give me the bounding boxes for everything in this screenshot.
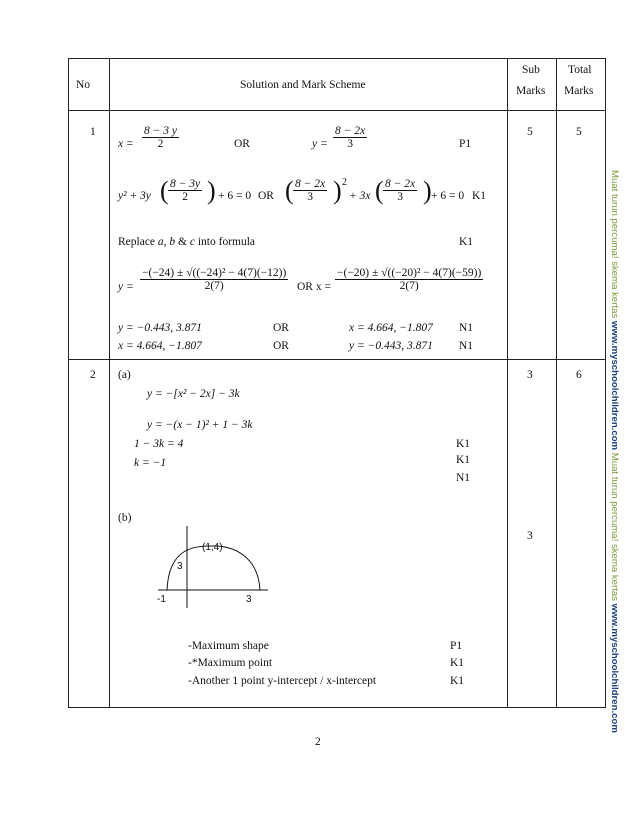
q1-l1-num: 8 − 3 y xyxy=(144,125,177,137)
q1-l2-rmid: + 3x xyxy=(349,190,371,202)
q1-l2-rfrac1 xyxy=(293,178,327,203)
q2-criterion-2-mark: K1 xyxy=(450,657,465,669)
q1-total-marks: 5 xyxy=(576,126,582,138)
q1-l2-rden2: 3 xyxy=(397,191,403,203)
watermark-green-1: Muat turun percuma! skema kertas xyxy=(609,170,620,319)
q1-l6-or: OR xyxy=(273,340,289,352)
q1-l2-paren-close: ) xyxy=(207,176,216,205)
q1-l1-frac xyxy=(142,125,179,150)
q1-l2-rparen1c: ) xyxy=(333,176,342,205)
q2-criterion-3-mark: K1 xyxy=(450,675,465,687)
table-col-0 xyxy=(68,58,69,708)
table-col-1 xyxy=(109,58,110,708)
q1-l1-mark: P1 xyxy=(459,138,472,150)
graph-y-intercept-label: 3 xyxy=(177,561,183,572)
table-border-q1 xyxy=(68,359,606,360)
q1-l4-den1: 2(7) xyxy=(204,280,224,292)
watermark-text xyxy=(609,170,620,733)
watermark-green-2: Muat turun percuma! skema kertas xyxy=(609,452,620,601)
page-number: 2 xyxy=(315,736,321,748)
q1-l2-rfrac2 xyxy=(383,178,417,203)
q1-l5-b: x = 4.664, −1.807 xyxy=(349,322,433,334)
q2-part-b: (b) xyxy=(118,512,132,524)
q2-a4: k = −1 xyxy=(134,457,167,469)
q2-total: 6 xyxy=(576,369,582,381)
graph-x-neg-label: -1 xyxy=(157,594,166,605)
q2-criterion-2: -*Maximum point xyxy=(188,657,273,669)
q1-l4-or: OR x = xyxy=(297,281,331,293)
q2-mark-a1: K1 xyxy=(456,438,471,450)
q1-l2-rparen2c: ) xyxy=(423,176,432,205)
q2-a2: y = −(x − 1)² + 1 − 3k xyxy=(147,419,253,431)
header-total-2: Marks xyxy=(564,85,594,97)
header-no: No xyxy=(76,79,91,91)
table-col-3 xyxy=(556,58,557,708)
q2-criterion-3: -Another 1 point y-intercept / x-intercept xyxy=(188,675,377,687)
q1-l1-den2: 3 xyxy=(347,138,353,150)
q1-l2-tail: + 6 = 0 xyxy=(218,190,252,202)
q1-l4-frac2 xyxy=(335,267,483,292)
q1-l2-rden1: 3 xyxy=(307,191,313,203)
q1-l2-left: y² + 3y xyxy=(118,190,151,202)
q1-l5-mark: N1 xyxy=(459,322,474,334)
q2-a1: y = −[x² − 2x] − 3k xyxy=(147,388,240,400)
q1-l4-frac1 xyxy=(140,267,288,292)
q1-l2-frac xyxy=(168,178,202,203)
q1-l3-amp: & xyxy=(175,236,190,248)
q1-l3-b: b xyxy=(169,236,176,248)
q2-mark-a3: N1 xyxy=(456,472,471,484)
q1-l3-comma: , xyxy=(163,236,170,248)
q1-l3-post: into formula xyxy=(194,236,256,248)
table-border-bottom xyxy=(68,707,606,708)
q1-sub-marks: 5 xyxy=(527,126,533,138)
q1-l6-mark: N1 xyxy=(459,340,474,352)
table-border-top xyxy=(68,58,606,59)
q1-l2-rtail-text: + 6 = 0 xyxy=(431,190,465,202)
q1-l5-a: y = −0.443, 3.871 xyxy=(118,322,202,334)
q1-number: 1 xyxy=(90,126,96,138)
q2-number: 2 xyxy=(90,369,96,381)
q2-mark-a2: K1 xyxy=(456,454,471,466)
q1-l2-paren: ( xyxy=(160,176,169,205)
q1-l2-rnum1: 8 − 2x xyxy=(295,178,326,190)
q1-l1-num2: 8 − 2x xyxy=(335,125,366,137)
q1-l2-rtail-visible xyxy=(431,190,464,202)
q1-l3 xyxy=(118,236,255,248)
q2-criterion-1-mark: P1 xyxy=(450,640,463,652)
q1-l5-or: OR xyxy=(273,322,289,334)
q2-sub-a: 3 xyxy=(527,369,533,381)
q1-l2-num: 8 − 3y xyxy=(170,178,201,190)
q2-sub-b: 3 xyxy=(527,530,533,542)
q1-l2-sq: 2 xyxy=(342,177,347,188)
header-solution: Solution and Mark Scheme xyxy=(240,79,366,91)
q1-l2-rnum2: 8 − 2x xyxy=(385,178,416,190)
graph-point-label: (1,4) xyxy=(202,542,223,553)
header-sub-2: Marks xyxy=(516,85,546,97)
q2-criterion-1: -Maximum shape xyxy=(188,640,269,652)
q1-l3-a: a xyxy=(157,236,164,248)
q1-l2-mark: K1 xyxy=(472,190,487,202)
q1-l1-x: x = xyxy=(118,138,134,150)
q1-l3-mark: K1 xyxy=(459,236,474,248)
q1-l1-y: y = xyxy=(312,138,328,150)
q1-l1-or: OR xyxy=(234,138,250,150)
side-watermark xyxy=(604,170,626,733)
q1-l1-den: 2 xyxy=(157,138,164,150)
q1-l2-den: 2 xyxy=(182,191,188,203)
graph-x-pos-label: 3 xyxy=(246,594,252,605)
q1-l2-or: OR xyxy=(258,190,274,202)
watermark-blue-2: www.myschoolchildren.com xyxy=(609,601,620,733)
q1-l6-a: x = 4.664, −1.807 xyxy=(118,340,202,352)
q1-l4-num1: −(−24) ± √((−24)² − 4(7)(−12)) xyxy=(142,267,287,279)
table-col-2 xyxy=(507,58,508,708)
q1-l3-pre: Replace xyxy=(118,236,158,248)
header-total-1: Total xyxy=(568,64,592,76)
q1-l2-rparen1: ( xyxy=(285,176,294,205)
q2-graph xyxy=(150,520,280,615)
q1-l4-y: y = xyxy=(118,281,134,293)
q1-l4-num2: −(−20) ± √((−20)² − 4(7)(−59)) xyxy=(337,267,482,279)
header-sub-1: Sub xyxy=(522,64,540,76)
table-border-header xyxy=(68,110,606,111)
q1-l1-frac2 xyxy=(333,125,367,150)
q2-part-a: (a) xyxy=(118,369,131,381)
q1-l2-rparen2: ( xyxy=(375,176,384,205)
watermark-blue-1: www.myschoolchildren.com xyxy=(609,318,620,453)
q1-l3-c: c xyxy=(189,236,195,248)
q1-l6-b: y = −0.443, 3.871 xyxy=(349,340,433,352)
q2-a3: 1 − 3k = 4 xyxy=(134,438,184,450)
q1-l4-den2: 2(7) xyxy=(399,280,419,292)
